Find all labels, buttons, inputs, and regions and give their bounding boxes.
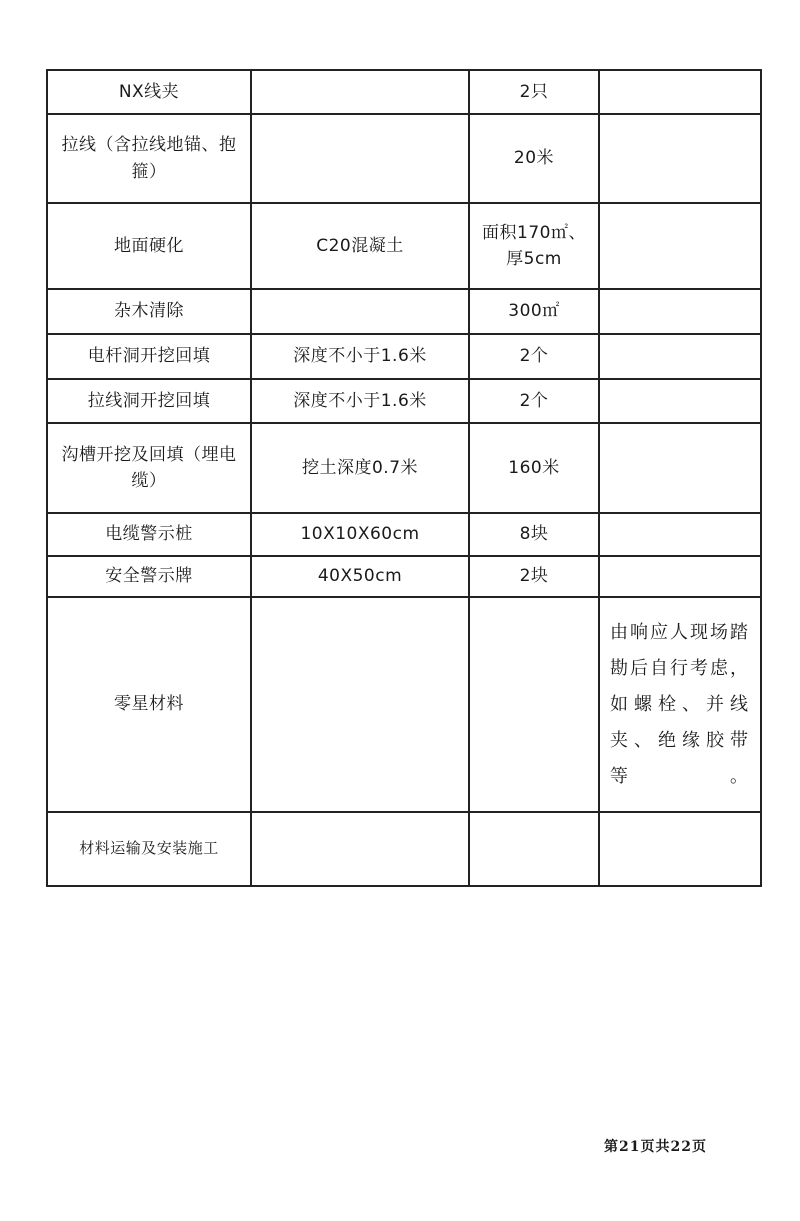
note-cell bbox=[599, 513, 761, 556]
spec-cell: 挖土深度0.7米 bbox=[251, 423, 469, 513]
quantity-cell: 2只 bbox=[469, 70, 599, 114]
item-cell: 杂木清除 bbox=[47, 289, 251, 334]
quantity-cell: 2块 bbox=[469, 556, 599, 597]
spec-cell: 深度不小于1.6米 bbox=[251, 379, 469, 423]
item-cell: NX线夹 bbox=[47, 70, 251, 114]
item-cell: 材料运输及安装施工 bbox=[47, 812, 251, 886]
table-row bbox=[47, 597, 761, 812]
note-cell bbox=[599, 70, 761, 114]
note-cell bbox=[599, 379, 761, 423]
quantity-cell: 160米 bbox=[469, 423, 599, 513]
table-row bbox=[47, 70, 761, 114]
quantity-cell: 300㎡ bbox=[469, 289, 599, 334]
page-number: 第21页共22页 bbox=[604, 1139, 707, 1155]
quantity-cell: 8块 bbox=[469, 513, 599, 556]
item-cell: 零星材料 bbox=[47, 597, 251, 812]
note-cell: 由响应人现场踏勘后自行考虑，如螺栓、并线夹、绝缘胶带等。 bbox=[599, 597, 761, 812]
spec-cell: 深度不小于1.6米 bbox=[251, 334, 469, 379]
spec-cell bbox=[251, 597, 469, 812]
item-cell: 拉线（含拉线地锚、抱箍） bbox=[47, 114, 251, 203]
note-cell bbox=[599, 114, 761, 203]
table-row bbox=[47, 334, 761, 379]
item-cell: 安全警示牌 bbox=[47, 556, 251, 597]
spec-cell bbox=[251, 70, 469, 114]
spec-cell bbox=[251, 289, 469, 334]
item-cell: 沟槽开挖及回填（埋电缆） bbox=[47, 423, 251, 513]
item-cell: 电杆洞开挖回填 bbox=[47, 334, 251, 379]
table-row bbox=[47, 379, 761, 423]
item-cell: 电缆警示桩 bbox=[47, 513, 251, 556]
quantity-cell: 2个 bbox=[469, 334, 599, 379]
item-cell: 地面硬化 bbox=[47, 203, 251, 289]
spec-cell bbox=[251, 812, 469, 886]
note-cell bbox=[599, 556, 761, 597]
note-cell bbox=[599, 203, 761, 289]
quantity-cell: 20米 bbox=[469, 114, 599, 203]
quantity-cell bbox=[469, 812, 599, 886]
table-row bbox=[47, 513, 761, 556]
table-row bbox=[47, 556, 761, 597]
note-cell bbox=[599, 423, 761, 513]
spec-cell: C20混凝土 bbox=[251, 203, 469, 289]
quantity-cell: 2个 bbox=[469, 379, 599, 423]
item-cell: 拉线洞开挖回填 bbox=[47, 379, 251, 423]
spec-cell: 40X50cm bbox=[251, 556, 469, 597]
quantity-cell: 面积170㎡、厚5cm bbox=[469, 203, 599, 289]
spec-cell: 10X10X60cm bbox=[251, 513, 469, 556]
materials-table bbox=[46, 69, 762, 887]
table-row bbox=[47, 423, 761, 513]
table-row bbox=[47, 289, 761, 334]
table-row bbox=[47, 203, 761, 289]
note-cell bbox=[599, 812, 761, 886]
note-cell bbox=[599, 334, 761, 379]
note-cell bbox=[599, 289, 761, 334]
quantity-cell bbox=[469, 597, 599, 812]
table-row bbox=[47, 812, 761, 886]
spec-cell bbox=[251, 114, 469, 203]
table-row bbox=[47, 114, 761, 203]
